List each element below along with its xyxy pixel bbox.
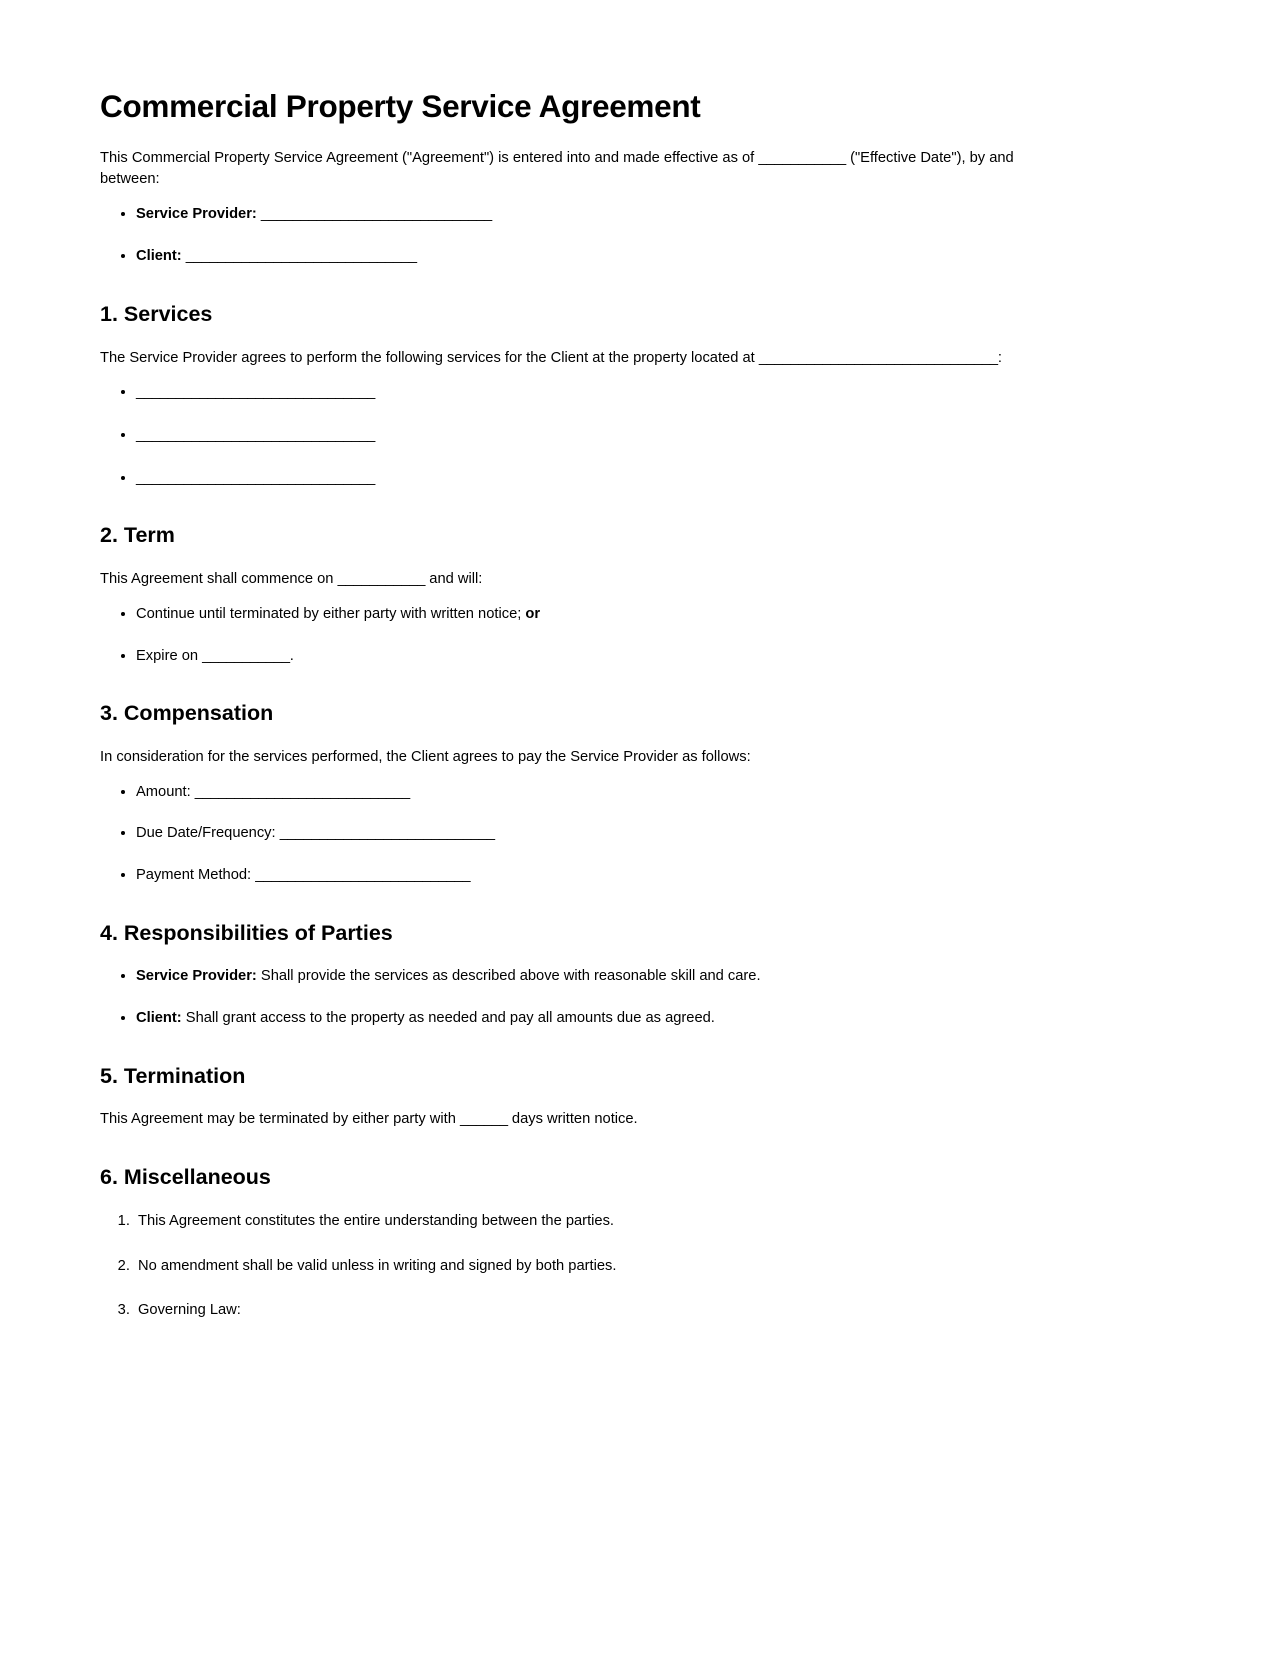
term-options-list (100, 604, 1163, 666)
continue-option-text: Continue until terminated by either party with written notice; (136, 605, 526, 622)
list-item-expire-on (136, 646, 1163, 667)
list-item (136, 382, 1163, 403)
termination-paragraph (100, 1109, 1045, 1130)
intro-text-part1: This Commercial Property Service Agreement ("Agreement") is entered into and made effective as of (100, 149, 759, 166)
list-item-governing-law: 3. Governing Law: (134, 1300, 1163, 1321)
service-blank-1: ______________________________ (136, 384, 376, 401)
expire-option-suffix: . (289, 647, 294, 664)
compensation-list (100, 782, 1163, 886)
list-item-client-responsibility (136, 1008, 1163, 1029)
list-item-client (136, 246, 1163, 267)
provider-responsibility-label: Service Provider: (136, 968, 257, 985)
list-item-amount (136, 782, 1163, 803)
effective-date-blank: ___________ (758, 149, 846, 166)
intro-paragraph (100, 148, 1045, 190)
term-intro-part2: and will: (425, 571, 483, 588)
termination-part1: This Agreement may be terminated by either party with (100, 1111, 461, 1128)
services-intro-part2: : (997, 349, 1002, 366)
list-item-continue-until-terminated (136, 604, 1163, 625)
list-item: 2. No amendment shall be valid unless in writing and signed by both parties. (134, 1256, 1163, 1277)
list-item (136, 468, 1163, 489)
due-date-frequency-label: Due Date/Frequency: (136, 825, 280, 842)
services-list (100, 382, 1163, 488)
list-item: 1. This Agreement constitutes the entire understanding between the parties. (134, 1211, 1163, 1232)
section-heading-responsibilities: 4. Responsibilities of Parties (100, 920, 393, 945)
services-intro-part1: The Service Provider agrees to perform the following services for the Client at the property located at (100, 349, 759, 366)
term-intro-part1: This Agreement shall commence on (100, 571, 338, 588)
service-provider-label: Service Provider: (136, 205, 257, 222)
section-heading-term: 2. Term (100, 523, 175, 548)
client-blank: _____________________________ (185, 248, 417, 265)
list-item-due-date-frequency (136, 823, 1163, 844)
miscellaneous-list (100, 1211, 1163, 1321)
client-responsibility-text: Shall grant access to the property as needed and pay all amounts due as agreed. (181, 1010, 715, 1027)
payment-method-blank: ___________________________ (255, 867, 471, 883)
compensation-intro-paragraph: In consideration for the services performed, the Client agrees to pay the Service Provider as follows: (100, 748, 751, 765)
services-intro-paragraph (100, 348, 1045, 369)
termination-part2: days written notice. (507, 1111, 638, 1128)
commencement-date-blank: ___________ (337, 571, 426, 588)
responsibilities-list (100, 966, 1163, 1028)
service-blank-3: ______________________________ (136, 469, 376, 486)
expire-option-text: Expire on (136, 647, 203, 664)
section-heading-compensation: 3. Compensation (100, 701, 274, 726)
section-heading-miscellaneous: 6. Miscellaneous (100, 1165, 271, 1190)
section-heading-services: 1. Services (100, 301, 213, 326)
term-intro-paragraph (100, 569, 1045, 590)
notice-days-blank: ______ (460, 1111, 508, 1128)
intro-text-part2: ("Effective Date"), by and between: (100, 149, 1014, 187)
property-address-blank: ______________________________ (758, 349, 998, 366)
client-label: Client: (136, 248, 182, 265)
list-item-payment-method (136, 865, 1163, 886)
list-item-provider-responsibility (136, 966, 1163, 987)
page-title: Commercial Property Service Agreement (100, 88, 701, 124)
payment-method-label: Payment Method: (136, 867, 256, 883)
expiration-date-blank: ___________ (202, 647, 290, 664)
list-item-service-provider (136, 204, 1163, 225)
service-blank-2: ______________________________ (136, 427, 376, 444)
parties-list (100, 204, 1163, 267)
list-item (136, 425, 1163, 446)
amount-label: Amount: (136, 783, 195, 800)
client-responsibility-label: Client: (136, 1010, 182, 1027)
amount-blank: ___________________________ (194, 783, 410, 800)
service-provider-blank: _____________________________ (260, 205, 493, 222)
provider-responsibility-text: Shall provide the services as described above with reasonable skill and care. (256, 968, 761, 985)
section-heading-termination: 5. Termination (100, 1063, 246, 1088)
or-conjunction: or (525, 605, 541, 622)
due-date-frequency-blank: ___________________________ (279, 825, 495, 842)
